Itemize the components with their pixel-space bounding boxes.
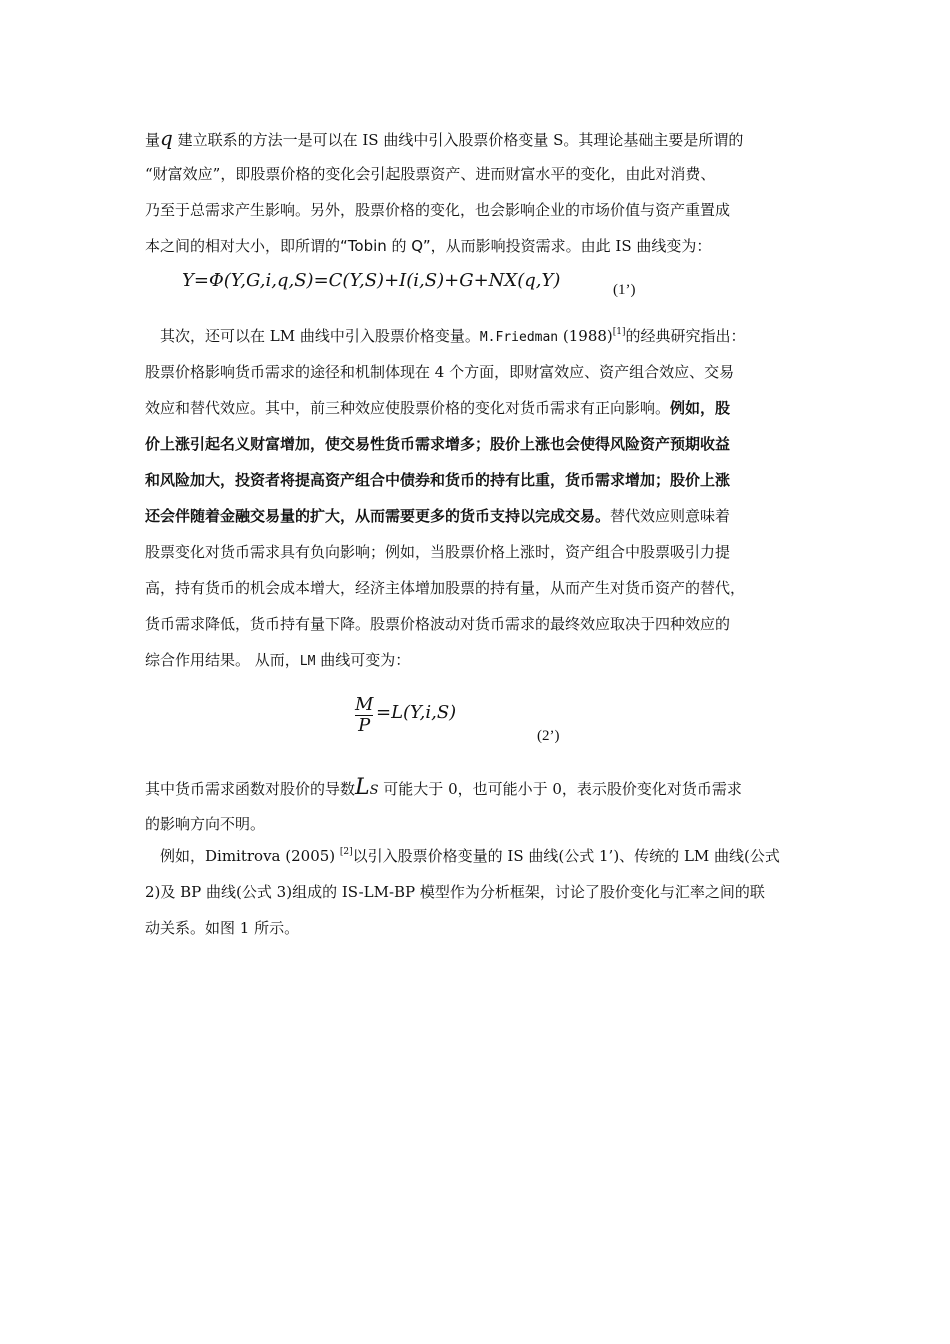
formula-2-fraction <box>355 695 373 736</box>
formula-2-number: (2’) <box>537 728 560 744</box>
tobin-q-term: “Tobin 的 Q” <box>340 237 431 255</box>
citation-ref: [2] <box>339 847 353 857</box>
text-run: 可能大于 0，也可能小于 0，表示股价变化对货币需求 <box>378 780 742 798</box>
text-line: 货币需求降低，货币持有量下降。股票价格波动对货币需求的最终效应取决于四种效应的 <box>145 615 731 633</box>
text-run: 以引入股票价格变量的 IS 曲线(公式 1’)、传统的 LM 曲线(公式 <box>352 847 780 865</box>
text-line: 的影响方向不明。 <box>145 815 266 833</box>
formula-1-number: (1’) <box>613 282 636 298</box>
author-name: M.Friedman <box>479 330 559 345</box>
math-subscript-S: S <box>369 783 379 798</box>
formula-1: Y=Φ(Y,G,i,q,S)=C(Y,S)+I(i,S)+G+NX(q,Y) <box>182 270 561 291</box>
paragraph-1 <box>145 120 810 264</box>
paragraph-2 <box>145 318 810 678</box>
text-line: 2)及 BP 曲线(公式 3)组成的 IS-LM-BP 模型作为分析框架，讨论了股价变化与汇率之间的联 <box>145 883 765 901</box>
fraction-numerator: M <box>355 694 374 715</box>
text-run: 效应和替代效应。其中，前三种效应使股票价格的变化对货币需求有正向影响。 <box>145 399 671 417</box>
text-run: ，从而影响投资需求。由此 IS 曲线变为： <box>430 237 712 255</box>
text-line <box>145 120 810 156</box>
text-run: 综合作用结果。 从而， <box>145 651 300 669</box>
fraction-denominator: P <box>355 715 373 736</box>
formula-2-rhs: =L(Y,i,S) <box>376 702 457 723</box>
text-run: 其中货币需求函数对股价的导数 <box>145 780 356 798</box>
text-run: 曲线可变为： <box>315 651 411 669</box>
text-line <box>145 642 810 678</box>
text-line <box>145 770 810 806</box>
text-run: 其次，还可以在 LM 曲线中引入股票价格变量。 <box>145 327 480 345</box>
text-run: 的经典研究指出： <box>625 327 746 345</box>
text-run: 本之间的相对大小，即所谓的 <box>145 237 341 255</box>
text-line: 高，持有货币的机会成本增大，经济主体增加股票的持有量，从而产生对货币资产的替代， <box>145 579 746 597</box>
paragraph-3 <box>145 770 810 842</box>
bold-text-run: 还会伴随着金融交易量的扩大，从而需要更多的货币支持以完成交易。 <box>145 507 611 525</box>
text-run: (1988) <box>558 327 613 345</box>
text-run: 建立联系的方法一是可以在 IS 曲线中引入股票价格变量 S。其理论基础主要是所谓的 <box>172 131 744 149</box>
text-line <box>145 838 810 874</box>
bold-text-line: 和风险加大，投资者将提高资产组合中债券和货币的持有比重，货币需求增加；股价上涨 <box>145 471 731 489</box>
text-run: 量 <box>145 131 161 149</box>
math-variable-q: q <box>160 126 173 150</box>
lm-term: LM <box>299 654 316 669</box>
text-line <box>145 228 810 264</box>
text-line: 乃至于总需求产生影响。另外，股票价格的变化，也会影响企业的市场价值与资产重置成 <box>145 201 731 219</box>
text-line <box>145 390 810 426</box>
text-line: “财富效应”，即股票价格的变化会引起股票资产、进而财富水平的变化，由此对消费、 <box>145 165 716 183</box>
text-line: 动关系。如图 1 所示。 <box>145 919 300 937</box>
bold-text-line: 价上涨引起名义财富增加，使交易性货币需求增多；股价上涨也会使得风险资产预期收益 <box>145 435 731 453</box>
text-run: 例如，Dimitrova (2005) <box>145 847 340 865</box>
citation-ref: [1] <box>612 327 626 337</box>
text-line: 股票变化对货币需求具有负向影响；例如，当股票价格上涨时，资产组合中股票吸引力提 <box>145 543 731 561</box>
text-line <box>145 318 810 354</box>
text-run: 替代效应则意味着 <box>610 507 731 525</box>
paragraph-4 <box>145 838 810 946</box>
math-variable-L: L <box>355 775 370 800</box>
bold-text-run: 例如，股 <box>670 399 731 417</box>
text-line <box>145 498 810 534</box>
text-line: 股票价格影响货币需求的途径和机制体现在 4 个方面，即财富效应、资产组合效应、交易 <box>145 363 735 381</box>
